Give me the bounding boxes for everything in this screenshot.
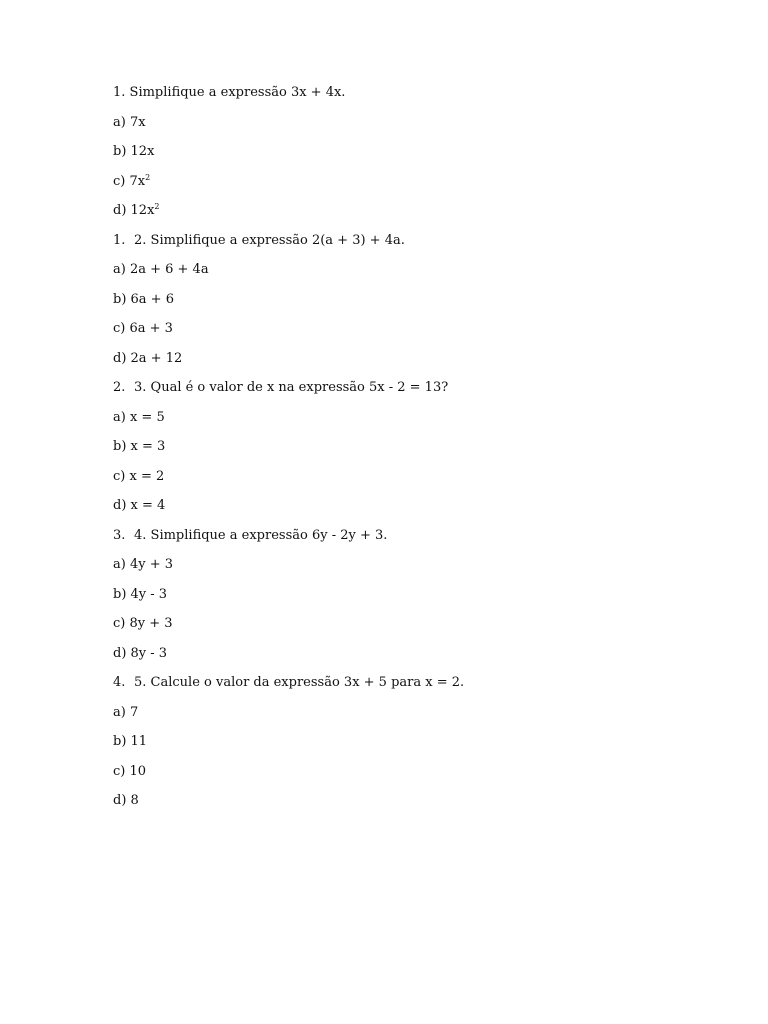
question-text: 3. Qual é o valor de x na expressão 5x - 2 = 13? (134, 380, 449, 395)
question-text: 1. Simplifique a expressão 3x + 4x. (113, 85, 346, 100)
option-exponent: 2 (145, 172, 151, 182)
answer-option (113, 644, 673, 674)
question-block (113, 526, 673, 674)
list-number: 4. (113, 675, 126, 690)
option-text: a) x = 5 (113, 409, 165, 425)
list-number: 3. (113, 527, 126, 543)
question-block (113, 673, 673, 821)
answer-option (113, 614, 673, 644)
question-line (113, 83, 673, 113)
answer-option (113, 201, 673, 231)
option-text: b) 12x (113, 144, 155, 159)
option-text: c) 7x (113, 173, 146, 189)
option-text: d) 8y - 3 (113, 645, 168, 661)
option-text: d) x = 4 (113, 498, 166, 513)
option-text: a) 4y + 3 (113, 557, 173, 572)
answer-option (113, 703, 673, 733)
question-text: 4. Simplifique a expressão 6y - 2y + 3. (134, 527, 388, 543)
option-text: d) 12x (113, 203, 155, 218)
answer-option (113, 496, 673, 526)
question-line (113, 673, 673, 703)
question-text: 2. Simplifique a expressão 2(a + 3) + 4a. (134, 232, 405, 248)
answer-option (113, 467, 673, 497)
list-number: 2. (113, 380, 126, 395)
question-block (113, 83, 673, 231)
question-line (113, 378, 673, 408)
option-text: b) x = 3 (113, 439, 166, 454)
list-number: 1. (113, 232, 126, 248)
answer-option (113, 113, 673, 143)
option-text: b) 6a + 6 (113, 291, 174, 307)
option-text: c) 10 (113, 763, 147, 779)
option-text: d) 8 (113, 793, 139, 808)
answer-option (113, 437, 673, 467)
option-text: a) 7 (113, 704, 139, 720)
option-text: c) x = 2 (113, 468, 165, 484)
option-text: b) 11 (113, 734, 148, 749)
answer-option (113, 172, 673, 202)
option-text: d) 2a + 12 (113, 350, 183, 366)
answer-option (113, 290, 673, 320)
answer-option (113, 260, 673, 290)
question-block (113, 231, 673, 379)
answer-option (113, 585, 673, 615)
answer-option (113, 319, 673, 349)
answer-option (113, 408, 673, 438)
option-text: a) 7x (113, 114, 146, 130)
question-line (113, 231, 673, 261)
answer-option (113, 555, 673, 585)
question-block (113, 378, 673, 526)
option-text: b) 4y - 3 (113, 586, 168, 602)
answer-option (113, 349, 673, 379)
question-list (113, 83, 673, 821)
answer-option (113, 762, 673, 792)
option-text: c) 6a + 3 (113, 321, 173, 336)
answer-option (113, 791, 673, 821)
question-text: 5. Calcule o valor da expressão 3x + 5 para x = 2. (134, 675, 465, 690)
option-text: a) 2a + 6 + 4a (113, 262, 209, 277)
option-exponent: 2 (154, 202, 160, 211)
answer-option (113, 142, 673, 172)
answer-option (113, 732, 673, 762)
question-line (113, 526, 673, 556)
option-text: c) 8y + 3 (113, 616, 173, 631)
